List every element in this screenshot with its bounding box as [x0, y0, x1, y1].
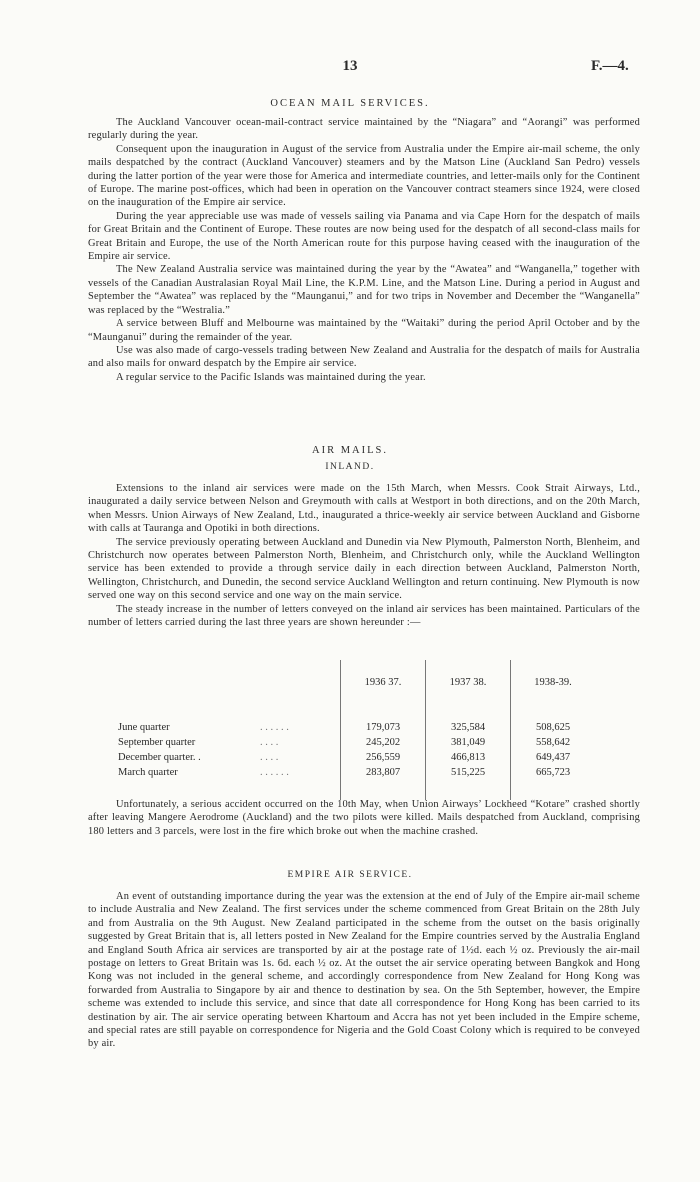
table-row: [118, 750, 595, 765]
air-mails-title: AIR MAILS.: [311, 445, 388, 456]
table-cell: 558,642: [511, 735, 596, 750]
dot-leader: . . . . . .: [260, 722, 289, 733]
ocean-mail-title: OCEAN MAIL SERVICES.: [270, 98, 430, 109]
row-label: September quarter: [118, 737, 196, 748]
inland-section: [88, 482, 640, 629]
table-cell: 515,225: [426, 765, 511, 780]
table-cell: 466,813: [426, 750, 511, 765]
document-reference: F.—4.: [591, 58, 629, 74]
letters-table: [118, 660, 595, 800]
column-header: 1937 38.: [426, 660, 511, 704]
table-cell: 381,049: [426, 735, 511, 750]
table-cell: 325,584: [426, 720, 511, 735]
table-cell: 649,437: [511, 750, 596, 765]
paragraph: A regular service to the Pacific Islands was maintained during the year.: [116, 371, 426, 383]
paragraph: Use was also made of cargo-vessels trading between New Zealand and Australia for the despatch of mails for Australia and also mails for onward despatch by the Empire air service.: [88, 344, 640, 370]
table-header-row: [118, 660, 595, 704]
table-cell: 179,073: [341, 720, 426, 735]
row-label: June quarter: [118, 722, 170, 733]
paragraph: The service previously operating between Auckland and Dunedin via New Plymouth, Palmerston North, Blenheim, and Christchurch now operates between Palmerston North, Blenheim, and Christchurch only, while the Auckland Wellington service has been extended to provide a through service daily in each direction between Auckland, Palmerston North, Wellington, Christchurch, and Dunedin, the second service Auckland Wellington and return continuing. New Plymouth is now served one way on this second service and one way on the main service.: [88, 536, 640, 602]
empire-air-service-subtitle: EMPIRE AIR SERVICE.: [287, 870, 413, 880]
inland-subtitle: INLAND.: [325, 462, 375, 472]
table-cell: 245,202: [341, 735, 426, 750]
table-cell: 283,807: [341, 765, 426, 780]
table-row: [118, 735, 595, 750]
table-cell: 665,723: [511, 765, 596, 780]
table-row: [118, 720, 595, 735]
empire-air-service-section: [88, 890, 640, 1051]
table-cell: 508,625: [511, 720, 596, 735]
row-label: March quarter: [118, 767, 178, 778]
paragraph: An event of outstanding importance during the year was the extension at the end of July of the Empire air-mail scheme to include Australia and New Zealand. The first services under the scheme commenced from Great Britain on the 28th July and from Australia on the 9th August. New Zealand participated in the scheme from the outset on the basis originally suggested by Great Britain that is, all letters posted in New Zealand for the Empire countries served by the Australia England and England South Africa air services are transported by air at the postage rate of 1½d. each ½ oz. Previously the air-mail postage on letters to Great Britain was 1s. 6d. each ½ oz. At the outset the air service operating between Bangkok and Hong Kong was not included in the general scheme, and accordingly correspondence from New Zealand for Hong Kong was forwarded from Australia to Singapore by air and thence to destination by sea. On the 5th September, however, the Empire scheme was extended to include this service, and since that date all correspondence for Hong Kong has been carried to its destination by air. The air service operating between Khartoum and Accra has not yet been included in the Empire scheme, and special rates are still payable on correspondence for Nigeria and the Gold Coast Colony which is required to be conveyed by air.: [88, 891, 640, 1050]
paragraph: The steady increase in the number of letters conveyed on the inland air services has been maintained. Particulars of the number of letters carried during the last three years are shown hereunder :—: [88, 603, 640, 629]
paragraph: During the year appreciable use was made of vessels sailing via Panama and via Cape Horn for the despatch of mails for Great Britain and the Continent of Europe. These routes are now being used for the despatch of all second-class mails for Great Britain and Europe, the use of the North American route for this purpose having ceased with the inauguration of the Empire air service.: [88, 210, 640, 263]
paragraph: The New Zealand Australia service was maintained during the year by the “Awatea” and “Wanganella,” together with vessels of the Canadian Australasian Royal Mail Line, the K.P.M. Line, and the Matson Line. During a period in August and September the “Awatea” was replaced by the “Maunganui,” and for two trips in November and December the “Wanganella” was replaced by the “Westralia.”: [88, 264, 640, 316]
paragraph: Unfortunately, a serious accident occurred on the 10th May, when Union Airways’ Lockheed “Kotare” crashed shortly after leaving Mangere Aerodrome (Auckland) and the two pilots were killed. Mails despatched from Auckland, comprising 180 letters and 3 parcels, were lost in the fire which broke out when the machine crashed.: [88, 799, 640, 837]
paragraph: Consequent upon the inauguration in August of the service from Australia under the Empire air-mail scheme, the only mails despatched by the contract (Auckland Vancouver) steamers and by the Matson Line (Auckland San Pedro) vessels during the latter portion of the year were those for America and intermediate countries, and letter-mails only for the Continent of Europe. The marine post-offices, which had been in operation on the Vancouver contract steamers since 1924, were closed on the inauguration of the Empire air service.: [88, 143, 640, 209]
table-row: [118, 765, 595, 780]
dot-leader: . . . .: [260, 737, 279, 748]
row-label: December quarter. .: [118, 752, 201, 763]
dot-leader: . . . .: [260, 752, 279, 763]
accident-section: [88, 798, 640, 838]
ocean-mail-section: [88, 116, 640, 384]
table-cell: 256,559: [341, 750, 426, 765]
paragraph: A service between Bluff and Melbourne was maintained by the “Waitaki” during the period April October and by the “Maunganui” during the remainder of the year.: [88, 318, 640, 343]
paragraph: Extensions to the inland air services were made on the 15th March, when Messrs. Cook Strait Airways, Ltd., inaugurated a daily service between Nelson and Greymouth with calls at Westport in both directions, and on the 20th March, when Messrs. Union Airways of New Zealand, Ltd., inaugurated a thrice-weekly air service between Auckland and Gisborne with calls at Tauranga and Opotiki in both directions.: [88, 483, 640, 535]
column-header: 1938-39.: [511, 660, 596, 704]
dot-leader: . . . . . .: [260, 767, 289, 778]
column-header: 1936 37.: [341, 660, 426, 704]
page-number: 13: [342, 58, 358, 74]
paragraph: The Auckland Vancouver ocean-mail-contract service maintained by the “Niagara” and “Aorangi” was performed regularly during the year.: [88, 117, 640, 142]
